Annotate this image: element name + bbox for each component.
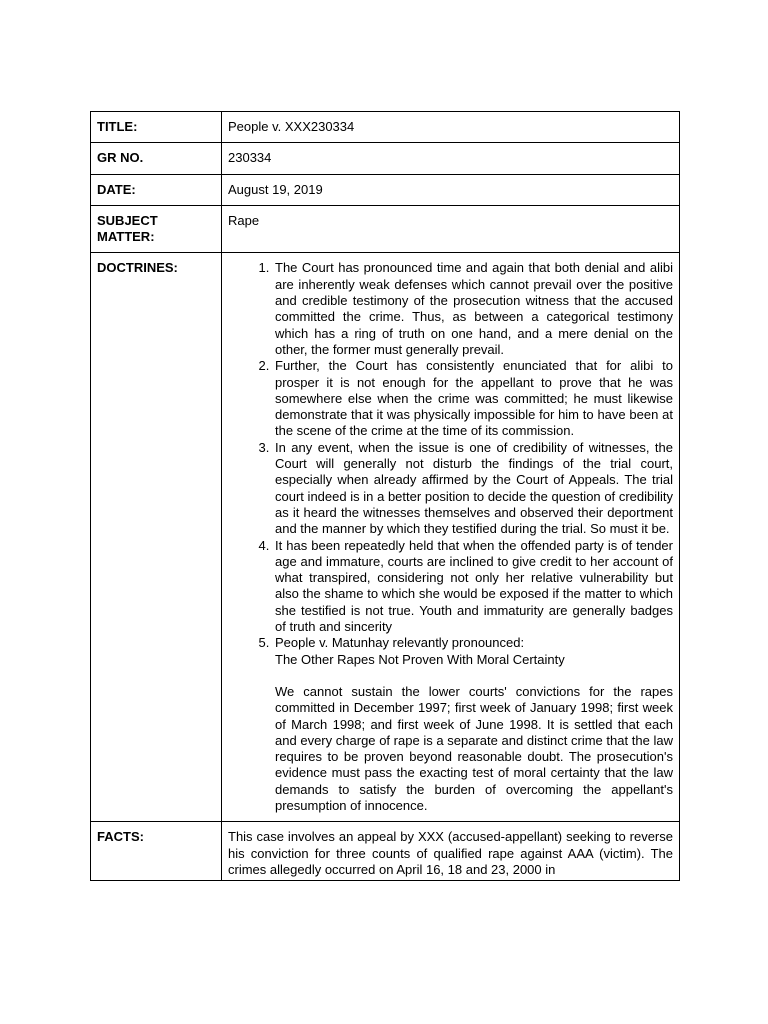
- facts-value: [222, 822, 680, 881]
- doctrine-item: 4. It has been repeatedly held that when the offended party is of tender age and immature, courts are inclined to give credit to her account of what transpired, considering not only her relative vulnerability but also the shame to which she would be exposed if the matter to which she testified is not true. Youth and immaturity are generally badges of truth and sincerity: [273, 538, 673, 636]
- date-label: DATE:: [91, 174, 222, 205]
- doctrine-5-intro: 5. People v. Matunhay relevantly pronounced:: [275, 635, 525, 651]
- gr-no-label: GR NO.: [91, 143, 222, 174]
- doctrine-5-heading: The Other Rapes Not Proven With Moral Certainty: [275, 651, 565, 667]
- doctrine-5-quote: We cannot sustain the lower courts' convictions for the rapes committed in December 1997; first week of January 1998; first week of March 1998; and first week of June 1998. It is settled that each and every charge of rape is a separate and distinct crime that the law requires to be proven beyond reasonable doubt. The prosecution's evidence must pass the exacting test of moral certainty that the law demands to satisfy the burden of overcoming the appellant's presumption of innocence.: [275, 683, 673, 813]
- gr-no-row: [91, 143, 680, 174]
- gr-no-value: 230334: [222, 143, 680, 174]
- doctrines-label: DOCTRINES:: [91, 253, 222, 822]
- doctrine-item-5: [273, 635, 673, 814]
- doctrines-list: [228, 260, 673, 814]
- doctrine-item: 3. In any event, when the issue is one of credibility of witnesses, the Court will generally not disturb the findings of the trial court, especially when already affirmed by the Court of Appeals. The trial court indeed is in a better position to decide the question of credibility as it heard the witnesses themselves and observed their deportment and the manner by which they testified during the trial. So must it be.: [273, 440, 673, 538]
- date-row: [91, 174, 680, 205]
- title-label: TITLE:: [91, 112, 222, 143]
- subject-matter-label: SUBJECT MATTER:: [91, 205, 222, 253]
- subject-matter-row: [91, 205, 680, 253]
- facts-row: [91, 822, 680, 881]
- facts-label: FACTS:: [91, 822, 222, 881]
- doctrines-value: [222, 253, 680, 822]
- subject-matter-value: Rape: [222, 205, 680, 253]
- title-value: People v. XXX230334: [222, 112, 680, 143]
- facts-text: This case involves an appeal by XXX (accused-appellant) seeking to reverse his conviction for three counts of qualified rape against AAA (victim). The crimes allegedly occurred on April 16, 18 and 23, 2000 in: [228, 829, 673, 877]
- title-row: [91, 112, 680, 143]
- doctrine-item: 2. Further, the Court has consistently enunciated that for alibi to prosper it is not enough for the appellant to prove that he was somewhere else when the crime was committed; he must likewise demonstrate that it was physically impossible for him to have been at the scene of the crime at the time of its commission.: [273, 358, 673, 439]
- doctrines-row: [91, 253, 680, 822]
- facts-clip: [228, 829, 673, 878]
- doctrine-item: 1. The Court has pronounced time and again that both denial and alibi are inherently weak defenses which cannot prevail over the positive and credible testimony of the prosecution witness that the accused committed the crime. Thus, as between a categorical testimony which has a ring of truth on one hand, and a mere denial on the other, the former must generally prevail.: [273, 260, 673, 358]
- case-digest-table: [90, 111, 680, 881]
- date-value: August 19, 2019: [222, 174, 680, 205]
